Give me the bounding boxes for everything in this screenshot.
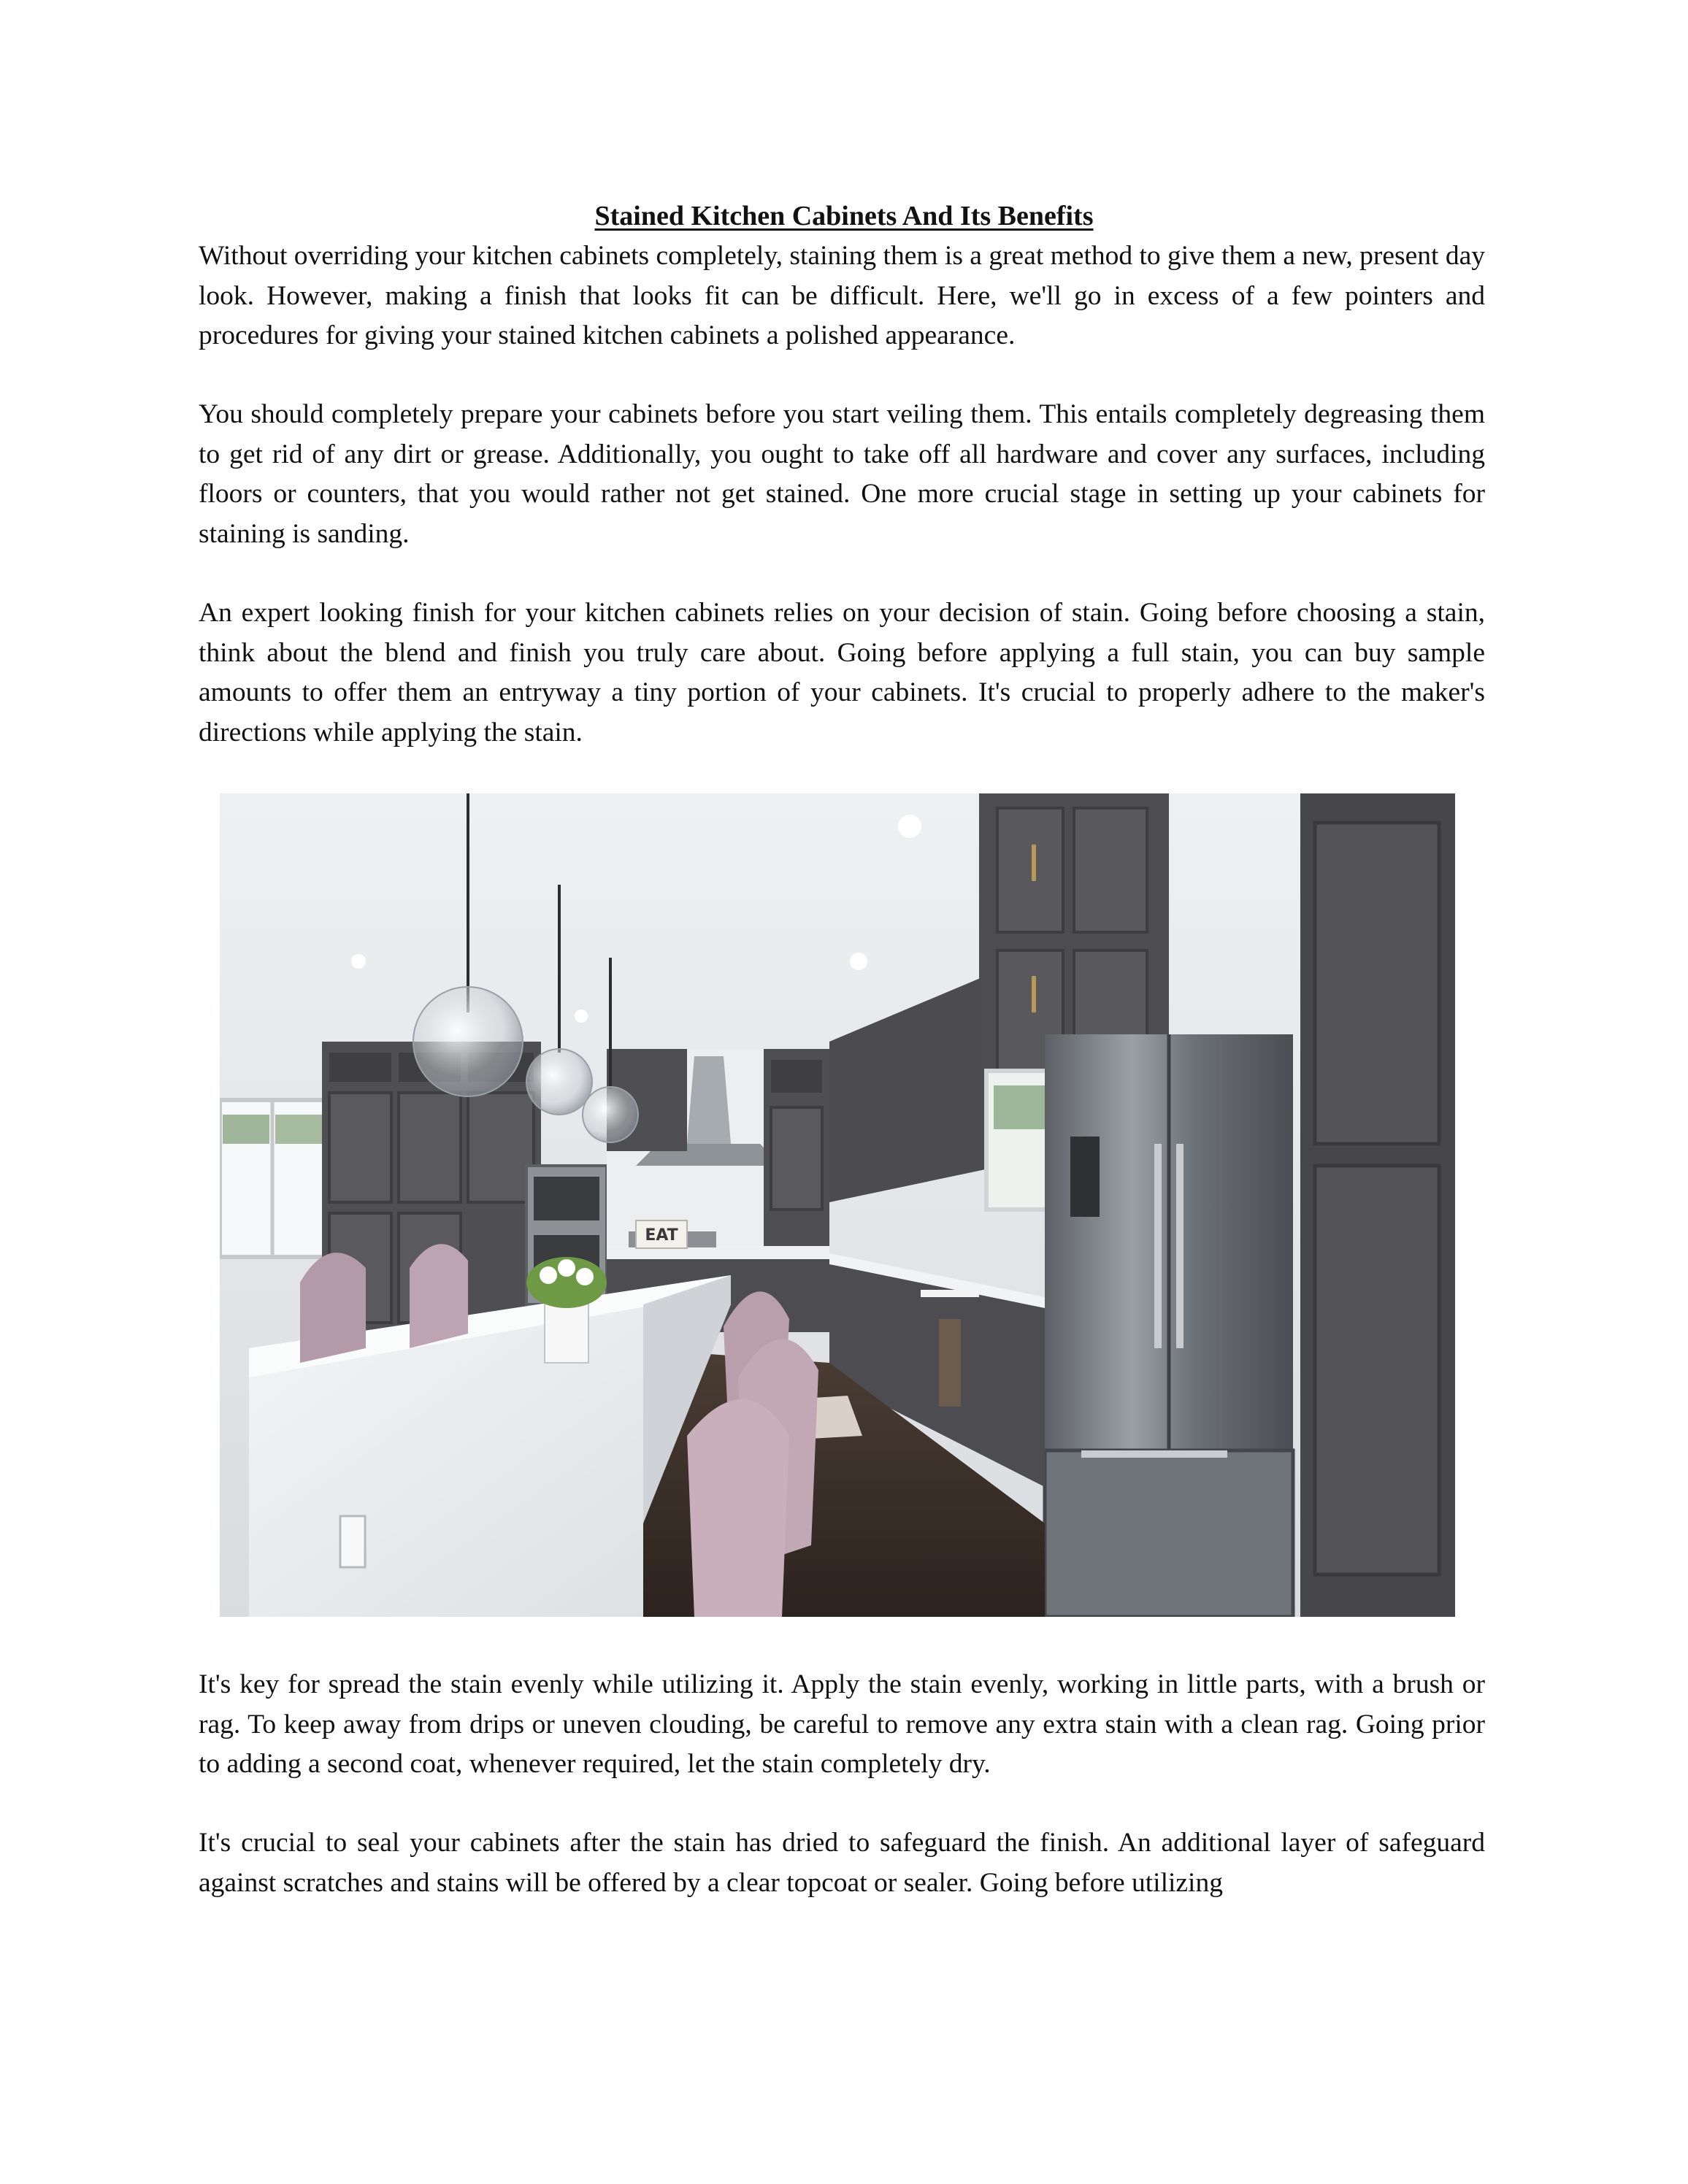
paragraph-preparation: You should completely prepare your cabinets before you start veiling them. This entails completely degreasing them to get rid of any dirt or grease. Additionally, you ought to take off all hardware and cover any surfaces, including floors or counters, that you would rather not get stained. One more crucial stage in setting up your cabinets for staining is sanding. xyxy=(199,399,1485,549)
pendant-light xyxy=(526,1049,592,1115)
recessed-light xyxy=(575,1010,588,1023)
document-title: Stained Kitchen Cabinets And Its Benefits xyxy=(594,201,1094,231)
kitchen-photo xyxy=(220,793,1455,1617)
outlet xyxy=(340,1516,365,1567)
paragraph-application: It's key for spread the stain evenly while utilizing it. Apply the stain evenly, working in little parts, with a brush or rag. To keep away from drips or uneven clouding, be careful to remove any extra stain with a clean rag. Going prior to adding a second coat, whenever required, let the stain completely dry. xyxy=(199,1669,1485,1779)
chair xyxy=(687,1399,789,1617)
dish-towel xyxy=(939,1319,961,1407)
chair xyxy=(410,1244,468,1348)
range-hood xyxy=(687,1056,731,1144)
recessed-light xyxy=(351,954,366,969)
pendant-light xyxy=(583,1087,638,1142)
recessed-light xyxy=(898,815,921,838)
canister-label: EAT xyxy=(645,1226,678,1245)
paragraph-intro: Without overriding your kitchen cabinets completely, staining them is a great method to give them a new, present day look. However, making a finish that looks fit can be difficult. Here, we'll go in excess of a few pointers and procedures for giving your stained kitchen cabinets a polished appearance. xyxy=(199,241,1485,350)
paragraph-stain-choice: An expert looking finish for your kitchen cabinets relies on your decision of stain. Going before choosing a stain, think about the blend and finish you truly care about. Going before applying a full stain, you can buy sample amounts to offer them an entryway a tiny portion of your cabinets. It's crucial to properly adhere to the maker's directions while applying the stain. xyxy=(199,598,1485,747)
recessed-light xyxy=(850,953,867,970)
paragraph-sealing: It's crucial to seal your cabinets after the stain has dried to safeguard the finish. An additional layer of safeguard against scratches and stains will be offered by a clear topcoat or sealer. Going before utilizing xyxy=(199,1828,1485,1898)
chair xyxy=(300,1253,366,1363)
pendant-light xyxy=(413,987,523,1096)
